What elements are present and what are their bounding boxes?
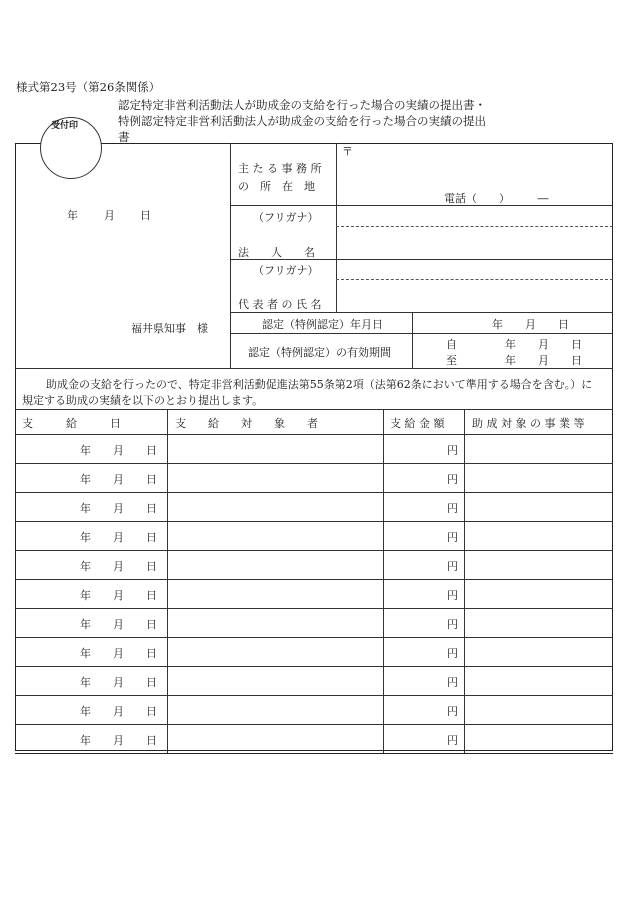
table-row-line bbox=[15, 463, 613, 464]
office-label: 主 た る 事 務 所 bbox=[238, 162, 322, 175]
table-bottom-line bbox=[15, 753, 613, 754]
table-row-line bbox=[15, 695, 613, 696]
corp-name-label: 法 人 名 bbox=[238, 246, 315, 259]
table-row-date: 年 月 日 bbox=[80, 705, 157, 718]
table-row-amount-unit: 円 bbox=[447, 473, 458, 486]
period-to-date: 年 月 日 bbox=[505, 354, 582, 367]
rep-name-label: 代 表 者 の 氏 名 bbox=[238, 298, 322, 311]
row-line bbox=[230, 205, 613, 206]
period-from-label: 自 bbox=[446, 338, 457, 351]
cert-date-value: 年 月 日 bbox=[492, 318, 569, 331]
table-row-amount-unit: 円 bbox=[447, 560, 458, 573]
table-row-date: 年 月 日 bbox=[80, 502, 157, 515]
table-row-line bbox=[15, 608, 613, 609]
table-row-amount-unit: 円 bbox=[447, 647, 458, 660]
furigana-label-corp: （フリガナ） bbox=[253, 211, 319, 224]
statement-line-1: 助成金の支給を行ったので、特定非営利活動促進法第55条第2項（法第62条において準用する場合を含む。）に bbox=[46, 378, 593, 391]
table-header-3: 支 給 金 額 bbox=[390, 417, 445, 430]
reception-stamp-label: 受付印 bbox=[51, 121, 79, 131]
title-line-1: 認定特定非営利活動法人が助成金の支給を行った場合の実績の提出書・ bbox=[118, 98, 486, 112]
submission-date-year: 年 bbox=[67, 209, 78, 222]
furigana-dashed-line bbox=[336, 279, 613, 280]
table-row-amount-unit: 円 bbox=[447, 618, 458, 631]
period-from-date: 年 月 日 bbox=[505, 338, 582, 351]
table-row-line bbox=[15, 550, 613, 551]
table-header-2: 支 給 対 象 者 bbox=[175, 417, 318, 430]
cert-date-label: 認定（特例認定）年月日 bbox=[262, 318, 383, 331]
table-column-line bbox=[383, 409, 384, 753]
office-label-2: の 所 在 地 bbox=[238, 180, 315, 193]
table-row-line bbox=[15, 521, 613, 522]
cert-period-label: 認定（特例認定）の有効期間 bbox=[248, 346, 391, 359]
submission-date-day: 日 bbox=[140, 209, 151, 222]
table-row-amount-unit: 円 bbox=[447, 705, 458, 718]
row-line bbox=[230, 312, 613, 313]
table-header-4: 助 成 対 象 の 事 業 等 bbox=[472, 417, 585, 430]
section-line bbox=[15, 368, 613, 369]
table-row-line bbox=[15, 492, 613, 493]
furigana-dashed-line bbox=[336, 226, 613, 227]
table-row-date: 年 月 日 bbox=[80, 589, 157, 602]
cert-divider bbox=[412, 312, 413, 368]
table-column-line bbox=[167, 409, 168, 753]
period-to-label: 至 bbox=[446, 354, 457, 367]
table-row-line bbox=[15, 666, 613, 667]
table-row-amount-unit: 円 bbox=[447, 531, 458, 544]
table-row-line bbox=[15, 724, 613, 725]
phone-label: 電話（ ） ― bbox=[444, 192, 549, 205]
form-number: 様式第23号（第26条関係） bbox=[16, 80, 161, 94]
table-row-line bbox=[15, 579, 613, 580]
postal-mark: 〒 bbox=[342, 145, 353, 158]
table-row-line bbox=[15, 637, 613, 638]
submission-date-month: 月 bbox=[104, 209, 115, 222]
table-row-date: 年 月 日 bbox=[80, 734, 157, 747]
table-row-amount-unit: 円 bbox=[447, 502, 458, 515]
table-row-amount-unit: 円 bbox=[447, 676, 458, 689]
table-header-line bbox=[15, 434, 613, 435]
title-line-2: 特例認定特定非営利活動法人が助成金の支給を行った場合の実績の提出 bbox=[118, 114, 486, 128]
table-row-date: 年 月 日 bbox=[80, 473, 157, 486]
table-row-date: 年 月 日 bbox=[80, 531, 157, 544]
table-row-date: 年 月 日 bbox=[80, 444, 157, 457]
table-row-date: 年 月 日 bbox=[80, 676, 157, 689]
furigana-label-rep: （フリガナ） bbox=[253, 264, 319, 277]
table-row-date: 年 月 日 bbox=[80, 560, 157, 573]
table-header-1: 支 給 日 bbox=[22, 417, 121, 430]
statement-line-2: 規定する助成の実績を以下のとおり提出します。 bbox=[22, 394, 264, 407]
table-row-amount-unit: 円 bbox=[447, 589, 458, 602]
table-row-amount-unit: 円 bbox=[447, 734, 458, 747]
upper-divider-vertical bbox=[230, 143, 231, 368]
section-line bbox=[15, 409, 613, 410]
table-row-date: 年 月 日 bbox=[80, 647, 157, 660]
addressee: 福井県知事 様 bbox=[131, 322, 208, 335]
label-value-divider bbox=[336, 143, 337, 312]
table-row-date: 年 月 日 bbox=[80, 618, 157, 631]
table-column-line bbox=[464, 409, 465, 753]
row-line bbox=[230, 333, 613, 334]
title-line-3: 書 bbox=[118, 130, 130, 144]
table-row-amount-unit: 円 bbox=[447, 444, 458, 457]
